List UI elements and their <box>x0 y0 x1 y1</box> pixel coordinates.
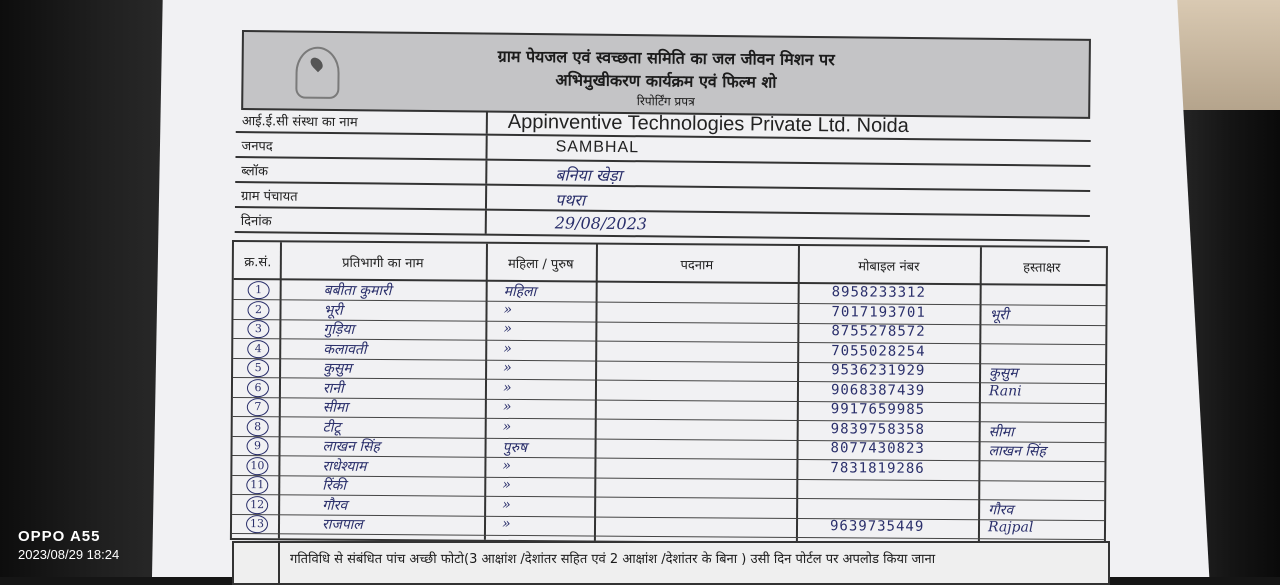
info-value: बनिया खेड़ा <box>555 165 622 186</box>
column-header: क्र.सं. <box>244 255 272 271</box>
serial-number: 1 <box>248 281 270 299</box>
participant-signature: लाखन सिंह <box>988 443 1046 460</box>
participant-name: बबीता कुमारी <box>323 282 392 300</box>
serial-number: 6 <box>247 379 269 397</box>
column-header: मोबाइल नंबर <box>858 259 920 275</box>
participant-gender: » <box>502 496 511 513</box>
info-label: जनपद <box>241 139 273 155</box>
participant-gender: पुरुष <box>502 439 528 457</box>
serial-number: 8 <box>247 418 269 436</box>
participant-signature: गौरव <box>988 501 1014 518</box>
participant-mobile: 9639735449 <box>829 518 925 535</box>
participant-name: टीटू <box>322 419 341 436</box>
participant-mobile: 9536231929 <box>831 362 926 379</box>
participant-gender: » <box>503 320 513 337</box>
header-line-2: अभिमुखीकरण कार्यक्रम एवं फिल्म शो <box>555 70 777 92</box>
participant-gender: » <box>501 515 511 532</box>
participant-mobile: 7055028254 <box>831 342 926 360</box>
serial-number: 13 <box>246 515 268 533</box>
info-section <box>235 108 1091 242</box>
serial-number: 3 <box>247 320 269 338</box>
info-value: पथरा <box>554 190 586 210</box>
participant-gender: » <box>503 301 513 318</box>
background-right-top <box>1170 0 1280 110</box>
camera-timestamp: 2023/08/29 18:24 <box>18 547 120 562</box>
info-label: आई.ई.सी संस्था का नाम <box>241 114 358 131</box>
participant-signature: भूरी <box>989 306 1009 323</box>
form-header <box>241 30 1091 119</box>
table-header <box>234 242 1106 286</box>
participant-gender: » <box>502 418 512 435</box>
participant-signature: सीमा <box>988 423 1014 440</box>
participant-signature: Rani <box>988 382 1022 400</box>
participant-mobile: 8077430823 <box>830 440 925 457</box>
footer-text: गतिविधि से संबंधित पांच अच्छी फोटो(3 आक्षांश /देशांतर सहित एवं 2 आक्षांश /देशांतर के बिना ) उसी दिन पोर्टल पर अपलोड किया जाना <box>290 552 936 567</box>
participant-name: कुसुम <box>323 360 352 377</box>
footer-note <box>232 541 1110 585</box>
participant-gender: » <box>503 359 512 376</box>
serial-number: 2 <box>247 301 269 319</box>
serial-number: 11 <box>246 476 268 494</box>
info-value: SAMBHAL <box>555 138 640 157</box>
serial-number: 5 <box>247 359 269 377</box>
info-label: ब्लॉक <box>241 164 269 180</box>
participant-signature: Rajpal <box>987 519 1034 536</box>
reporting-form <box>232 28 1092 536</box>
participant-mobile: 9839758358 <box>830 420 926 438</box>
header-line-1: ग्राम पेयजल एवं स्वच्छता समिति का जल जीवन मिशन पर <box>497 46 835 70</box>
camera-watermark <box>18 528 119 562</box>
serial-number: 12 <box>246 496 268 514</box>
participant-name: रानी <box>322 380 344 397</box>
participant-mobile: 9917659985 <box>830 401 926 418</box>
info-value: 29/08/2023 <box>554 213 648 234</box>
serial-number: 4 <box>247 340 269 358</box>
participant-mobile: 7831819286 <box>830 459 925 477</box>
participant-name: लाखन सिंह <box>322 438 380 456</box>
participant-name: गौरव <box>322 497 348 514</box>
participant-mobile: 8755278572 <box>831 323 926 340</box>
participant-signature: कुसुम <box>989 365 1018 382</box>
participant-name: भूरी <box>323 302 343 319</box>
serial-number: 7 <box>247 398 269 416</box>
column-header: महिला / पुरुष <box>508 256 574 273</box>
info-label: ग्राम पंचायत <box>240 189 298 205</box>
background-left <box>0 0 175 577</box>
camera-model: OPPO A55 <box>18 528 101 545</box>
participant-mobile: 8958233312 <box>831 284 927 301</box>
participant-gender: » <box>503 340 512 357</box>
participant-name: राधेश्याम <box>322 458 367 475</box>
serial-number: 9 <box>246 437 268 455</box>
participant-mobile: 9068387439 <box>830 381 926 399</box>
serial-number: 10 <box>246 457 268 475</box>
participant-gender: » <box>502 457 512 474</box>
participant-mobile: 7017193701 <box>831 303 926 321</box>
participant-gender: » <box>502 398 512 415</box>
participant-name: राजपाल <box>321 516 363 533</box>
participant-table <box>230 240 1108 546</box>
participant-gender: महिला <box>503 283 537 301</box>
participant-gender: » <box>502 476 511 493</box>
header-line-3: रिपोर्टिंग प्रपत्र <box>636 94 695 109</box>
participant-name: रिंकी <box>322 477 347 494</box>
participant-name: गुड़िया <box>323 321 355 338</box>
participant-name: सीमा <box>322 399 348 416</box>
info-label: दिनांक <box>240 214 272 230</box>
column-header: प्रतिभागी का नाम <box>342 255 424 272</box>
column-header: पदनाम <box>680 258 714 274</box>
column-header: हस्ताक्षर <box>1023 260 1061 276</box>
info-value: Appinventive Technologies Private Ltd. Noida <box>507 110 909 138</box>
participant-name: कलावती <box>323 341 367 358</box>
participant-gender: » <box>502 379 512 396</box>
